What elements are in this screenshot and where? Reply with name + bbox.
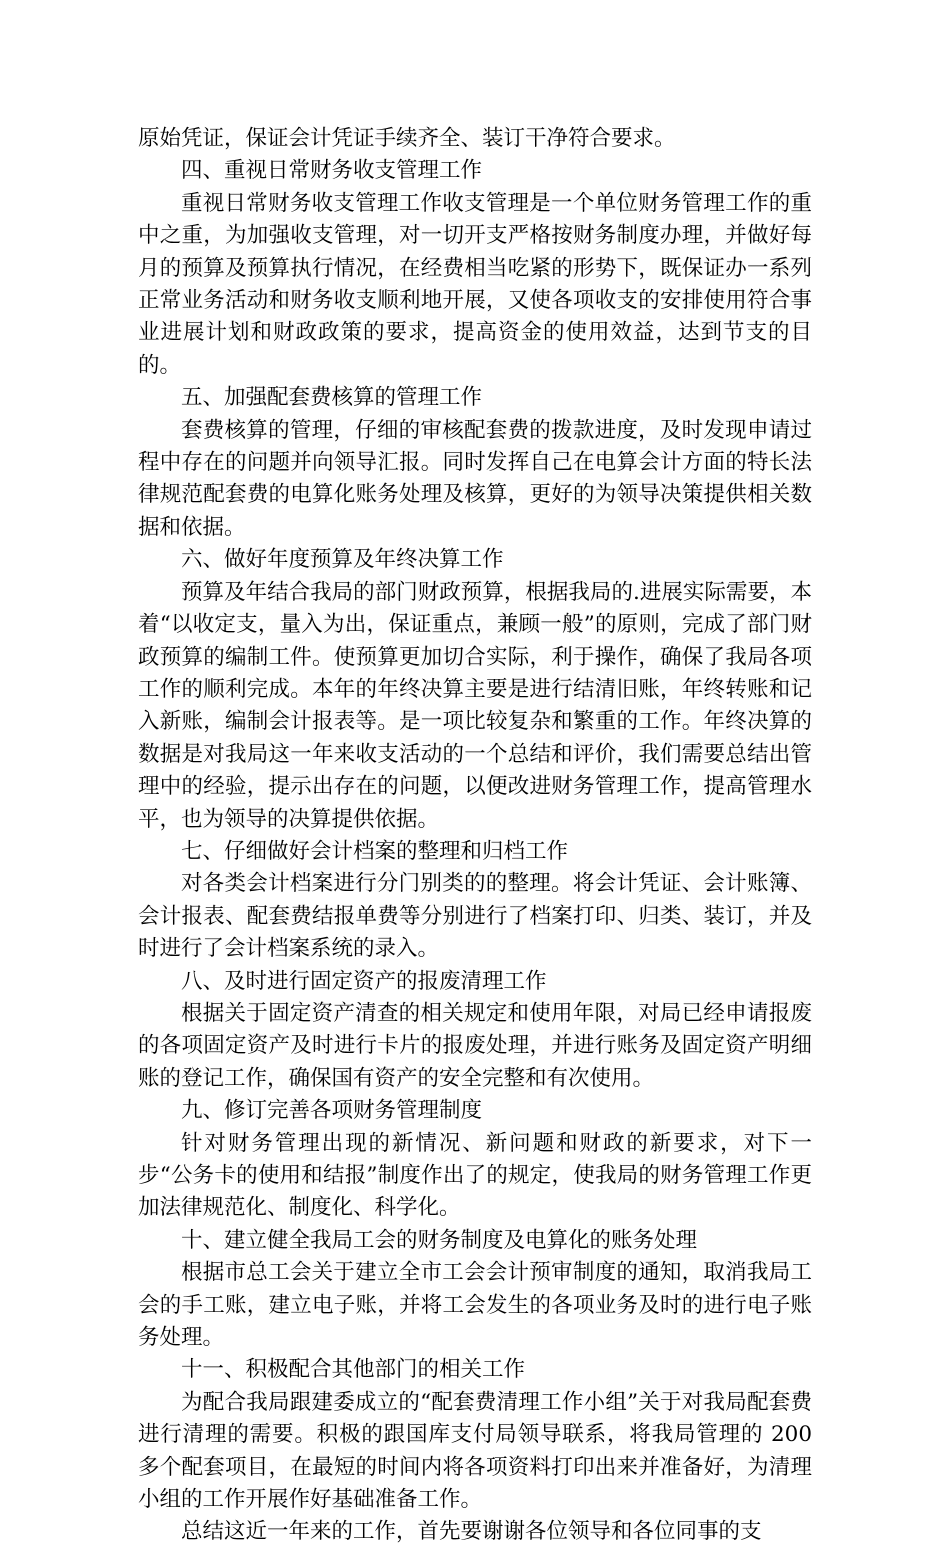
paragraph: 针对财务管理出现的新情况、新问题和财政的新要求，对下一步“公务卡的使用和结报”制度作出了的规定，使我局的财务管理工作更加法律规范化、制度化、科学化。 (138, 1130, 812, 1221)
paragraph: 原始凭证，保证会计凭证手续齐全、装订干净符合要求。 (138, 126, 676, 151)
paragraph: 对各类会计档案进行分门别类的的整理。将会计凭证、会计账簿、会计报表、配套费结报单费等分别进行了档案打印、归类、装订，并及时进行了会计档案系统的录入。 (138, 871, 812, 962)
section-heading: 六、做好年度预算及年终决算工作 (181, 547, 504, 573)
section-heading: 十一、积极配合其他部门的相关工作 (181, 1357, 526, 1383)
paragraph: 预算及年结合我局的部门财政预算，根据我局的.进展实际需要，本着“以收定支，量入为出，保证重点，兼顾一般”的原则，完成了部门财政预算的编制工件。使预算更加切合实际，利于操作，确保了我局各项工作的顺利完成。本年的年终决算主要是进行结清旧账，年终转账和记入新账，编制会计报表等。是一项比较复杂和繁重的工作。年终决算的数据是对我局这一年来收支活动的一个总结和评价，我们需要总结出管理中的经验，提示出存在的问题，以便改进财务管理工作，提高管理水平，也为领导的决算提供依据。 (138, 579, 812, 832)
section-heading: 九、修订完善各项财务管理制度 (181, 1098, 483, 1124)
section-heading: 十、建立健全我局工会的财务制度及电算化的账务处理 (181, 1227, 698, 1253)
paragraph: 为配合我局跟建委成立的“配套费清理工作小组”关于对我局配套费进行清理的需要。积极的跟国库支付局领导联系，将我局管理的 200 多个配套项目，在最短的时间内将各项资料打印出来并准备好，为清理小组的工作开展作好基础准备工作。 (138, 1389, 812, 1513)
section-heading: 七、仔细做好会计档案的整理和归档工作 (181, 838, 569, 864)
paragraph: 根据关于固定资产清查的相关规定和使用年限，对局已经申请报废的各项固定资产及时进行卡片的报废处理，并进行账务及固定资产明细账的登记工作，确保国有资产的安全完整和有次使用。 (138, 1000, 812, 1091)
document-page (138, 123, 812, 1549)
section-heading: 五、加强配套费核算的管理工作 (181, 385, 483, 411)
paragraph: 套费核算的管理，仔细的审核配套费的拨款进度，及时发现申请过程中存在的问题并向领导汇报。同时发挥自己在电算会计方面的特长法律规范配套费的电算化账务处理及核算，更好的为领导决策提供相关数据和依据。 (138, 417, 812, 540)
section-heading: 四、重视日常财务收支管理工作 (181, 158, 483, 184)
section-heading: 八、及时进行固定资产的报废清理工作 (181, 968, 547, 994)
paragraph: 总结这近一年来的工作，首先要谢谢各位领导和各位同事的支 (181, 1519, 762, 1545)
paragraph: 重视日常财务收支管理工作收支管理是一个单位财务管理工作的重中之重，为加强收支管理，对一切开支严格按财务制度办理，并做好每月的预算及预算执行情况，在经费相当吃紧的形势下，既保证办一系列正常业务活动和财务收支顺利地开展，又使各项收支的安排使用符合事业进展计划和财政政策的要求，提高资金的使用效益，达到节支的目的。 (138, 190, 812, 378)
paragraph: 根据市总工会关于建立全市工会会计预审制度的通知，取消我局工会的手工账，建立电子账，并将工会发生的各项业务及时的进行电子账务处理。 (138, 1260, 812, 1351)
